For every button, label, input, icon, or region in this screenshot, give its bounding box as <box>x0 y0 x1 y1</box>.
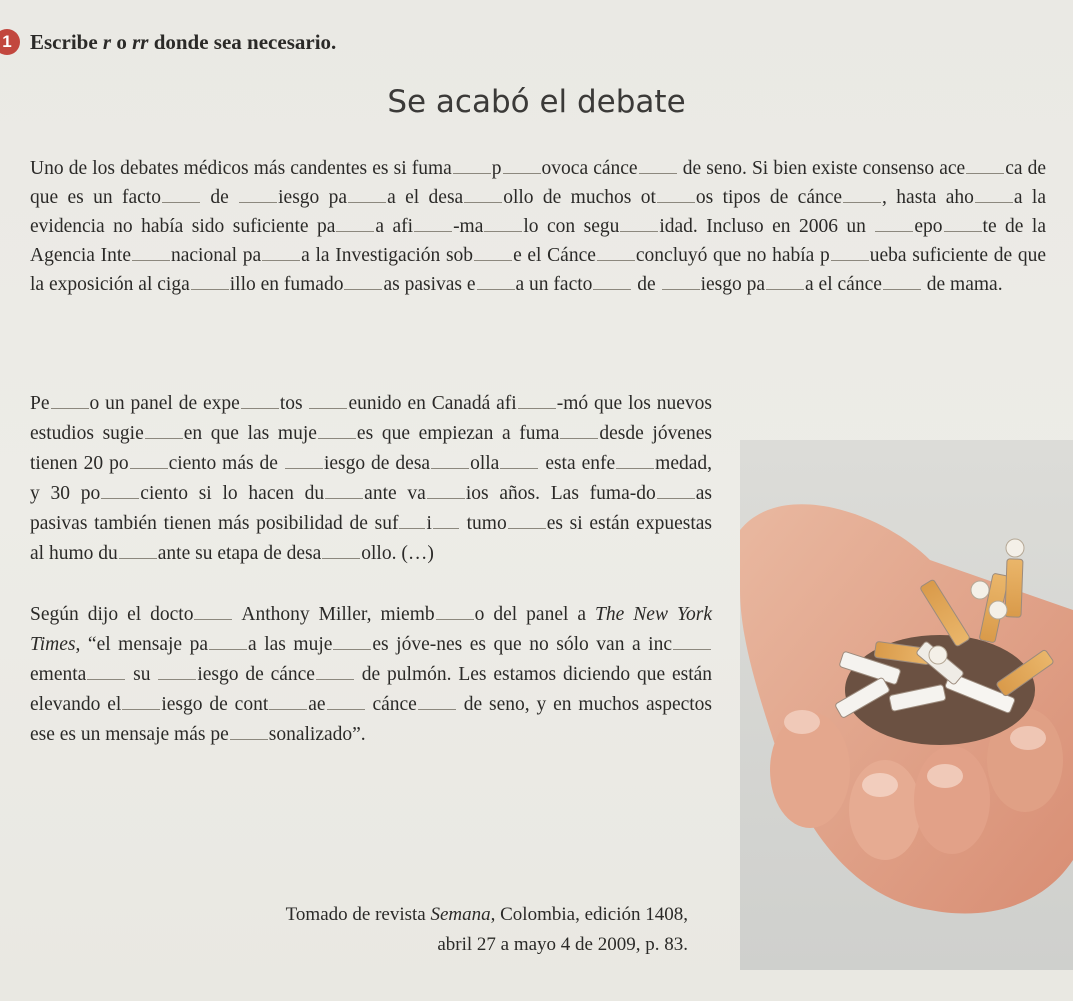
fill-blank[interactable] <box>87 661 125 680</box>
fill-blank[interactable] <box>325 480 363 499</box>
fill-blank[interactable] <box>269 691 307 710</box>
fill-blank[interactable] <box>209 631 247 650</box>
cigarette-photo <box>740 440 1073 970</box>
paragraph-1: Uno de los debates médicos más candentes es si fuma p ovoca cánce de seno. Si bien existe consenso ace ca de que es un facto de iesgo pa a el desa ollo de muchos ot os tipos de cánce , hasta aho a la evidencia no había sido suficiente pa a afi -ma lo con segu idad. Incluso en 2006 un epo te de la Agencia Inte nacional pa a la Investigación sob e el Cánce concluyó que no había p ueba suficiente de que la exposición al ciga illo en fumado as pasivas e a un facto de iesgo pa a el cánce de mama. <box>30 154 1046 299</box>
fill-blank[interactable] <box>433 510 459 529</box>
fill-blank[interactable] <box>316 661 354 680</box>
fill-blank[interactable] <box>766 271 804 290</box>
fill-blank[interactable] <box>119 540 157 559</box>
fill-blank[interactable] <box>132 242 170 261</box>
article-title: Se acabó el debate <box>387 84 686 120</box>
fill-blank[interactable] <box>122 691 160 710</box>
paragraph-3: Según dijo el docto Anthony Miller, miemb o del panel a The New York Times, “el mensaje pa a las muje es jóve-nes es que no sólo van a incementa su iesgo de cánce de pulmón. Les estamos diciendo que están elevando el iesgo de cont ae cánce de seno, y en muchos aspectos ese es un mensaje más pe sonalizado”. <box>30 600 712 750</box>
fill-blank[interactable] <box>230 721 268 740</box>
fill-blank[interactable] <box>620 213 658 232</box>
source-citation: Tomado de revista Semana, Colombia, edición 1408, abril 27 a mayo 4 de 2009, p. 83. <box>285 904 688 955</box>
fill-blank[interactable] <box>336 213 374 232</box>
fill-blank[interactable] <box>344 271 382 290</box>
fill-blank[interactable] <box>464 184 502 203</box>
fill-blank[interactable] <box>101 480 139 499</box>
fill-blank[interactable] <box>484 213 522 232</box>
fill-blank[interactable] <box>130 450 168 469</box>
fill-blank[interactable] <box>657 184 695 203</box>
fill-blank[interactable] <box>500 450 538 469</box>
fill-blank[interactable] <box>309 390 347 409</box>
fill-blank[interactable] <box>327 691 365 710</box>
fill-blank[interactable] <box>399 510 425 529</box>
fill-blank[interactable] <box>436 601 474 620</box>
fill-blank[interactable] <box>194 601 232 620</box>
fill-blank[interactable] <box>639 155 677 174</box>
fill-blank[interactable] <box>191 271 229 290</box>
fill-blank[interactable] <box>657 480 695 499</box>
fill-blank[interactable] <box>560 420 598 439</box>
fill-blank[interactable] <box>431 450 469 469</box>
fill-blank[interactable] <box>944 213 982 232</box>
exercise-number: 1 <box>0 29 20 55</box>
fill-blank[interactable] <box>966 155 1004 174</box>
fill-blank[interactable] <box>322 540 360 559</box>
fill-blank[interactable] <box>239 184 277 203</box>
fill-blank[interactable] <box>662 271 700 290</box>
fill-blank[interactable] <box>477 271 515 290</box>
fill-blank[interactable] <box>518 390 556 409</box>
fill-blank[interactable] <box>508 510 546 529</box>
fill-blank[interactable] <box>414 213 452 232</box>
exercise-header <box>0 26 336 58</box>
fill-blank[interactable] <box>333 631 371 650</box>
fill-blank[interactable] <box>831 242 869 261</box>
fill-blank[interactable] <box>158 661 196 680</box>
fill-blank[interactable] <box>348 184 386 203</box>
fill-blank[interactable] <box>843 184 881 203</box>
paragraph-2: Pe o un panel de expe tos eunido en Canadá afi -mó que los nuevos estudios sugie en que las muje es que empiezan a fuma desde jóvenes tienen 20 po ciento más de iesgo de desa olla esta enfe medad, y 30 po ciento si lo hacen du ante va ios años. Las fuma-do as pasivas también tienen más posibilidad de suf i tumo es si están expuestas al humo du ante su etapa de desa ollo. (…) <box>30 389 712 569</box>
fill-blank[interactable] <box>241 390 279 409</box>
fill-blank[interactable] <box>673 631 711 650</box>
fill-blank[interactable] <box>318 420 356 439</box>
fill-blank[interactable] <box>474 242 512 261</box>
fill-blank[interactable] <box>597 242 635 261</box>
fill-blank[interactable] <box>51 390 89 409</box>
fill-blank[interactable] <box>503 155 541 174</box>
fill-blank[interactable] <box>262 242 300 261</box>
fill-blank[interactable] <box>875 213 913 232</box>
fill-blank[interactable] <box>285 450 323 469</box>
fill-blank[interactable] <box>453 155 491 174</box>
fill-blank[interactable] <box>162 184 200 203</box>
fill-blank[interactable] <box>427 480 465 499</box>
article-column <box>30 389 712 750</box>
fill-blank[interactable] <box>883 271 921 290</box>
exercise-instruction: Escribe r o rr donde sea necesario. <box>30 29 337 54</box>
fill-blank[interactable] <box>593 271 631 290</box>
fill-blank[interactable] <box>616 450 654 469</box>
fill-blank[interactable] <box>145 420 183 439</box>
fill-blank[interactable] <box>418 691 456 710</box>
fill-blank[interactable] <box>975 184 1013 203</box>
